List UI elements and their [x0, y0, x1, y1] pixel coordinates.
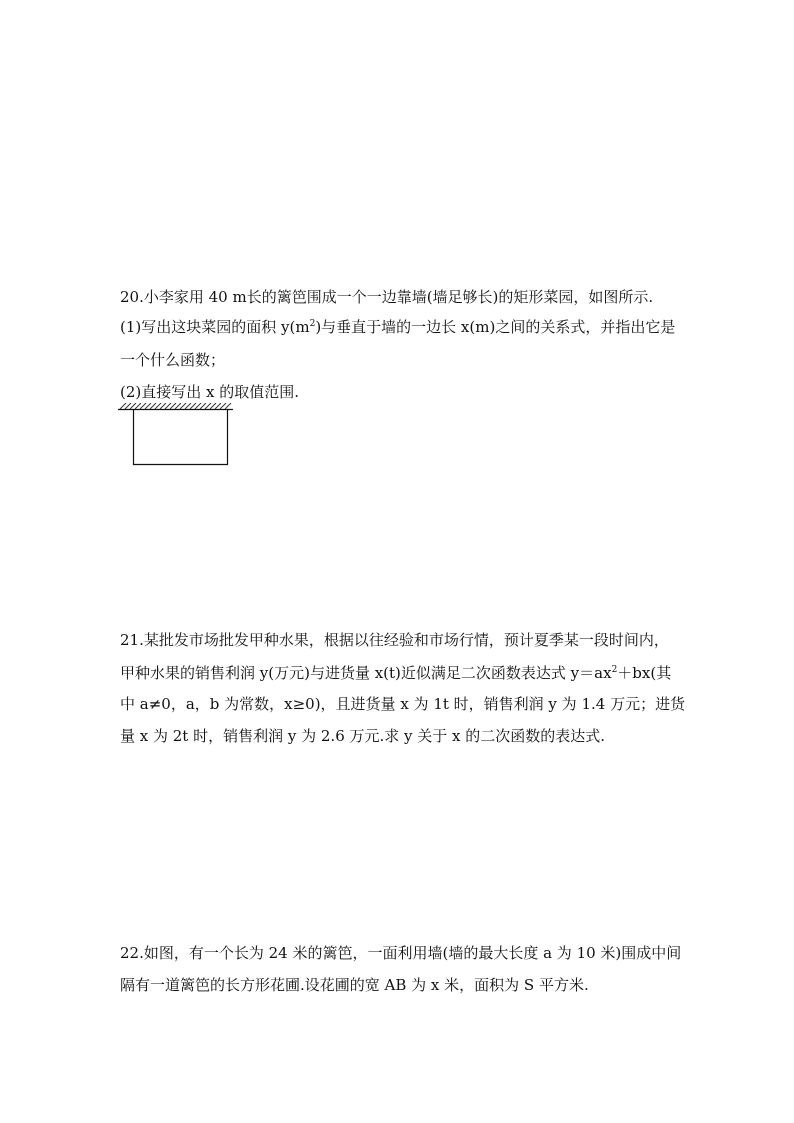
q21-line-2-pre: 甲种水果的销售利润 y(万元)与进货量 x(t)近似满足二次函数表达式 y＝ax: [120, 664, 612, 682]
q22-line-2: 隔有一道篱笆的长方形花圃.设花圃的宽 AB 为 x 米，面积为 S 平方米.: [120, 976, 589, 994]
garden-wall-figure: [118, 403, 234, 467]
q21-line-2: [120, 663, 671, 683]
q20-line-2-post: )与垂直于墙的一边长 x(m)之间的关系式，并指出它是: [315, 318, 676, 336]
q20-line-4: (2)直接写出 x 的取值范围.: [120, 383, 300, 401]
q21-line-2-sup: 2: [611, 665, 618, 675]
q20-line-2-pre: (1)写出这块菜园的面积 y(m: [120, 318, 310, 336]
q21-line-2-post: ＋bx(其: [617, 664, 672, 682]
q21-line-3: 中 a≠0，a，b 为常数，x≥0)，且进货量 x 为 1t 时，销售利润 y 为 1.4 万元；进货: [120, 695, 686, 713]
wall-hatching: [120, 403, 231, 409]
q22-line-1: 22.如图，有一个长为 24 米的篱笆，一面利用墙(墙的最大长度 a 为 10 米)围成中间: [120, 944, 682, 962]
q21-line-1: 21.某批发市场批发甲种水果，根据以往经验和市场行情，预计夏季某一段时间内，: [120, 631, 669, 649]
q20-line-2: [120, 317, 675, 337]
q20-line-1: 20.小李家用 40 m长的篱笆围成一个一边靠墙(墙足够长)的矩形菜园，如图所示.: [120, 288, 654, 306]
garden-fence: [134, 410, 228, 465]
q21-line-4: 量 x 为 2t 时，销售利润 y 为 2.6 万元.求 y 关于 x 的二次函数的表达式.: [120, 727, 606, 745]
q20-line-2-sup: 2: [309, 319, 316, 329]
q20-line-3: 一个什么函数；: [120, 351, 226, 369]
